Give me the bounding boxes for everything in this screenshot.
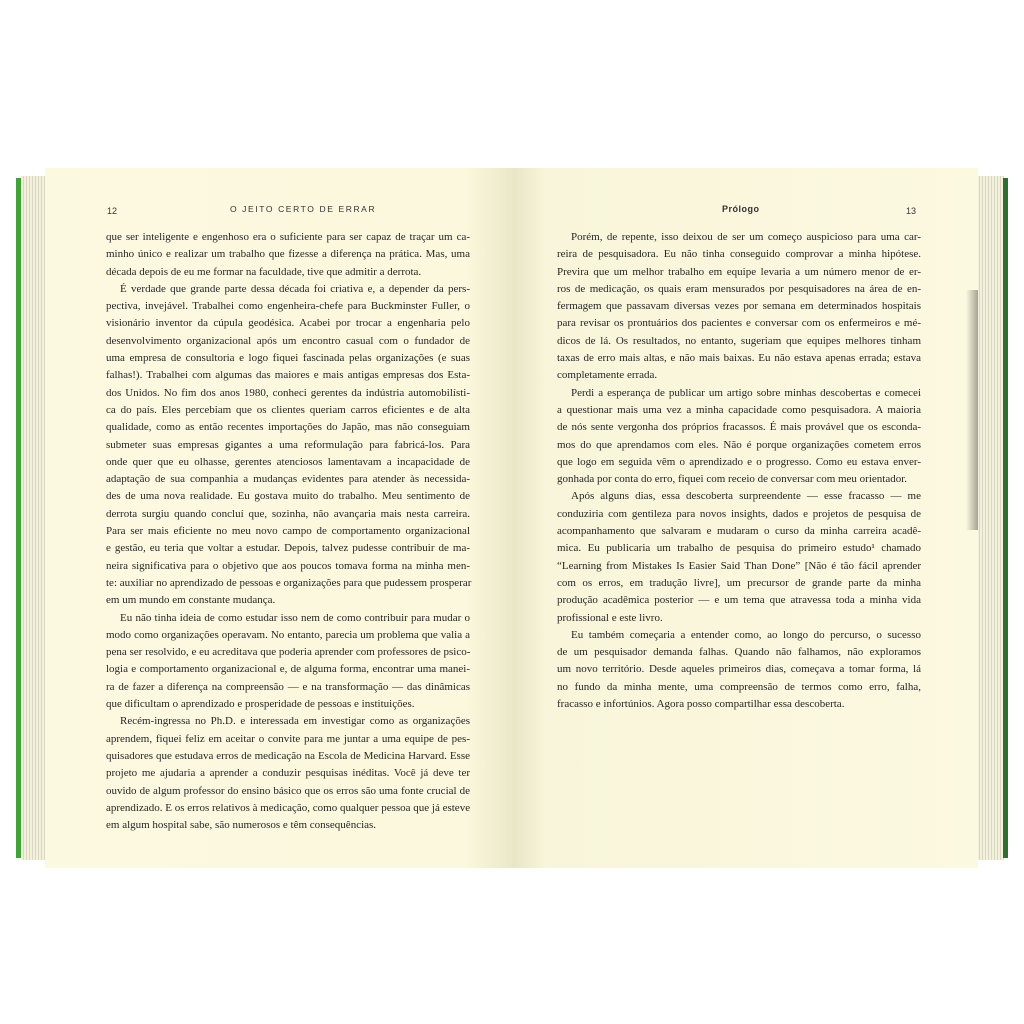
text-line: Para ser mais eficiente no meu novo campo de comportamento organizacional — [106, 525, 470, 538]
text-line: com os erros, em tradução livre], um precursor de grande parte da minha — [557, 576, 921, 589]
text-line: fermagem que passavam diversas vezes por semana em determinados hospitais — [557, 300, 921, 313]
text-line: gonhada por conta do erro, fiquei com receio de conversar com meu orientador. — [557, 473, 908, 486]
running-head-left: O JEITO CERTO DE ERRAR — [230, 204, 377, 214]
text-line: logia e comportamento organizacional e, de alguma forma, encontrar uma manei- — [106, 663, 470, 676]
text-line: submeter suas empresas gigantes a uma reformulação para fabricá-los. Para — [106, 438, 470, 451]
text-line: Porém, de repente, isso deixou de ser um começo auspicioso para uma car- — [571, 231, 921, 243]
book-cover-edge-right — [1003, 178, 1008, 858]
text-line: desenvolvimento organizacional após um encontro casual com o fundador de — [106, 334, 470, 347]
text-line: fracasso e infortúnios. Agora posso compartilhar essa descoberta. — [557, 698, 845, 711]
text-line: produção acadêmica posterior — e um tema que atravessa toda a minha vida — [557, 594, 921, 607]
text-line: de nós sente vergonha dos próprios fracassos. É mais provável que os esconda- — [557, 421, 921, 434]
text-line: projeto me ajudaria a aprender a conduzir pesquisas inéditas. Você já deve ter — [106, 767, 470, 780]
text-line: visionário inventor da cúpula geodésica. Acabei por trocar a engenharia pelo — [106, 317, 470, 330]
text-line: e gestão, eu teria que voltar a estudar. Depois, talvez pudesse contribuir de ma- — [106, 542, 470, 555]
text-line: aprendem, fiquei feliz em aceitar o convite para me juntar a uma equipe de pes- — [106, 732, 470, 745]
text-line: onde quer que eu olhasse, gerentes atenciosos lamentavam a incapacidade de — [106, 455, 470, 468]
text-line: profissional e este livro. — [557, 611, 663, 624]
page-shadow — [966, 290, 978, 530]
page-number-left: 12 — [107, 206, 118, 216]
text-line: no fundo da minha mente, uma compreensão de termos como erro, falha, — [557, 680, 921, 693]
text-line: em um mundo em constante mudança. — [106, 594, 276, 607]
text-line: dos Unidos. No fim dos anos 1980, conheci gerentes da indústria automobilísti- — [106, 386, 470, 399]
text-line: para revisar os prontuários dos pacientes e conversar com os enfermeiros e mé- — [557, 317, 921, 330]
text-line: reira de pesquisadora. Eu não tinha conseguido comprovar a minha hipótese. — [557, 248, 921, 261]
right-page-body — [557, 229, 921, 713]
text-line: adaptação de sua companhia a mudanças evidentes para atender às necessida- — [106, 473, 470, 486]
text-line: Eu não tinha ideia de como estudar isso nem de como contribuir para mudar o — [120, 611, 470, 624]
text-line: que dificultam o aprendizado e prosperidade de pessoas e instituições. — [106, 698, 415, 711]
text-line: que ser inteligente e engenhoso era o suficiente para ser capaz de traçar um ca- — [106, 231, 470, 243]
text-line: ca do país. Eles percebiam que os clientes queriam carros eficientes e de alta — [106, 403, 470, 416]
left-page-body — [106, 229, 470, 834]
text-line: conduziria com gentileza para novos insights, dados e projetos de pesquisa de — [557, 507, 921, 520]
text-line: modo como organizações operavam. No entanto, parecia um problema que valia a — [106, 628, 470, 641]
text-line: des de uma nova realidade. Eu gostava muito do trabalho. Meu sentimento de — [106, 490, 470, 503]
text-line: que logo em seguida vêm o aprendizado e o progresso. Como eu estava enver- — [557, 455, 921, 468]
text-line: um novo território. Desde aqueles primeiros dias, começava a tomar forma, lá — [557, 663, 921, 676]
text-line: ouvido de algum professor do ensino básico que os erros são uma fonte crucial de — [106, 784, 470, 797]
text-line: década depois de eu me formar na faculdade, tive que admitir a derrota. — [106, 265, 422, 278]
text-line: ra de fazer a diferença na compreensão — e na transformação — das dinâmicas — [106, 680, 470, 693]
text-line: taxas de erro mais altas, e não mais baixas. Eu não estava apenas errada; estava — [557, 352, 921, 365]
page-stack-left — [21, 176, 47, 860]
text-line: Recém-ingressa no Ph.D. e interessada em investigar como as organizações — [120, 715, 470, 728]
text-line: pectiva, invejável. Trabalhei como engenheira-chefe para Buckminster Fuller, o — [106, 300, 470, 313]
text-line: mos do que aprendamos com eles. Não é porque organizações cometem erros — [557, 438, 921, 451]
text-line: dicos de lá. Os resultados, no entanto, sugeriam que equipes melhores tinham — [557, 334, 921, 347]
text-line: aprendizado. E os erros relativos à medicação, como qualquer pessoa que já esteve — [106, 801, 471, 814]
text-line: de um pesquisador demanda falhas. Quando não falhamos, não exploramos — [557, 646, 921, 659]
text-line: te: auxiliar no aprendizado de pessoas e organizações para que pudessem prosperar — [106, 576, 472, 589]
text-line: Eu também começaria a entender como, ao longo do percurso, o sucesso — [571, 628, 921, 641]
text-line: neira significativa para o objetivo que aos poucos tomava forma na minha men- — [106, 559, 470, 572]
text-line: completamente errada. — [557, 369, 658, 382]
text-line: acompanhamento que salvaram e mudaram o curso da minha carreira acadê- — [557, 525, 921, 538]
text-line: ros de medicação, os quais eram mensurados por pesquisadores na área de en- — [557, 282, 921, 295]
text-line: mica. Eu publicaria um trabalho de pesquisa do primeiro estudo¹ chamado — [557, 542, 921, 555]
text-line: Previra que um melhor trabalho em equipe levaria a um número menor de er- — [557, 265, 921, 278]
text-line: a questionar mais uma vez a minha capacidade como pesquisadora. A maioria — [557, 403, 921, 416]
text-line: Após alguns dias, essa descoberta surpreendente — esse fracasso — me — [571, 490, 921, 503]
text-line: falhas!). Trabalhei com algumas das maiores e mais antigas empresas dos Esta- — [106, 369, 470, 382]
text-line: quisadores que estudava erros de medicação na Escola de Medicina Harvard. Esse — [106, 749, 470, 762]
text-line: minho único e realizar um trabalho que fizesse a diferença na prática. Mas, uma — [106, 248, 470, 261]
text-line: “Learning from Mistakes Is Easier Said Than Done” [Não é tão fácil aprender — [557, 559, 921, 572]
text-line: qualidade, como as então recentes importações do Japão, mas não conseguiam — [106, 421, 470, 434]
text-line: em algum hospital sabe, são numerosos e têm consequências. — [106, 819, 377, 832]
text-line: uma empresa de consultoria e logo fiquei fascinada pelas organizações (e suas — [106, 352, 470, 365]
page-stack-right — [976, 176, 1004, 860]
running-head-right: Prólogo — [722, 204, 760, 214]
page-number-right: 13 — [906, 206, 917, 216]
text-line: É verdade que grande parte dessa década foi criativa e, a depender da pers- — [120, 282, 470, 295]
text-line: Perdi a esperança de publicar um artigo sobre minhas descobertas e comecei — [571, 386, 921, 399]
text-line: derrota surgiu quando concluí que, sozinha, não avançaria mais nesta carreira. — [106, 507, 470, 520]
text-line: pena ser resolvido, e eu acreditava que poderia aprender com professores de psico- — [106, 646, 471, 659]
